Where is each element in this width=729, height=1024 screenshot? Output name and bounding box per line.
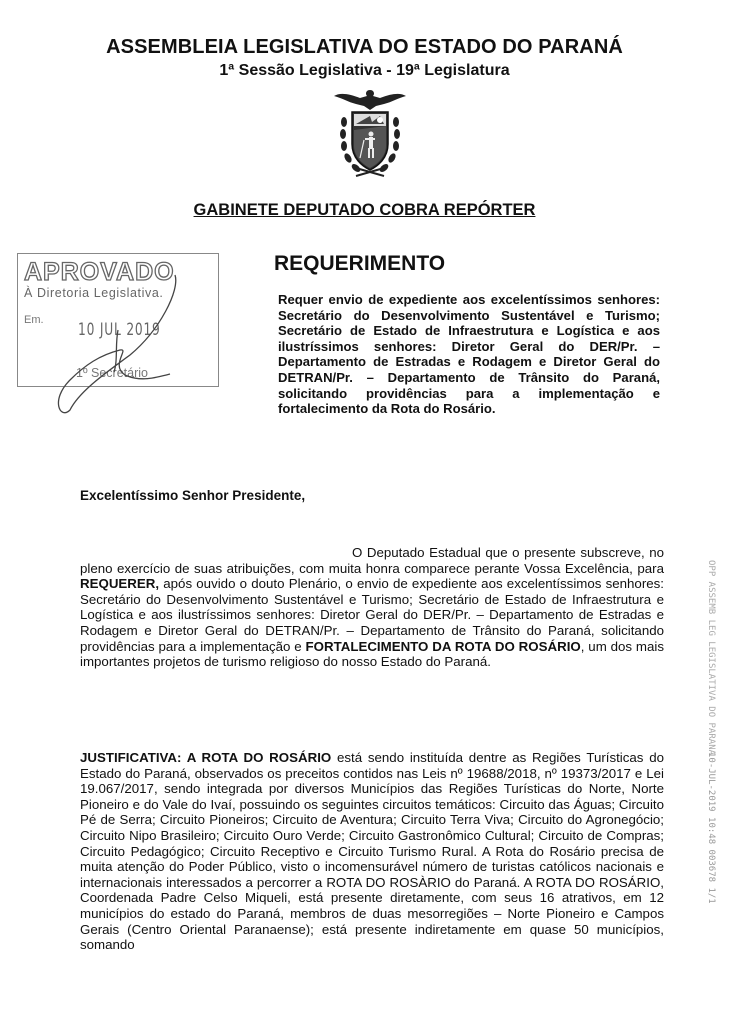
approval-stamp	[17, 253, 219, 387]
salutation: Excelentíssimo Senhor Presidente,	[80, 488, 306, 503]
justification-text: está sendo instituída dentre as Regiões Turísticas do Estado do Paraná, observados os preceitos contidos nas Leis nº 19688/2018, nº 19373/2017 e Lei 19.067/2017, sendo integrada por diversos Municípios das Regiões Turísticas do Norte, Norte Pioneiro e do Vale do Ivaí, possuindo os seguintes circuitos temáticos: Circuito das Águas; Circuito Pé de Serra; Circuito Pioneiros; Circuito de Aventura; Circuito Terra Viva; Circuito do Agronegócio; Circuito Nipo Brasileiro; Circuito Ouro Verde; Circuito Gastronômico Cultural; Circuito de Compras; Circuito Pedagógico; Circuito Receptivo e Circuito Turismo Rural. A Rota do Rosário precisa de muita atenção do Poder Público, visto o incomensurável número de turistas católicos nacionais e internacionais interessados a percorrer a ROTA DO ROSÀRIO do Paraná. A ROTA DO ROSÁRIO, Coordenada Padre Celso Miqueli, está presente diretamente, com seus 16 atrativos, em 12 municípios do estado do Paraná, membros de duas mesorregiões – Norte Pioneiro e Campos Gerais (Centro Oriental Paranaense); está presente indiretamente em quase 50 municípios, somando	[80, 750, 664, 953]
eagle-icon	[334, 90, 406, 110]
request-paragraph	[80, 545, 664, 670]
stamp-signer: 1º Secretário	[76, 366, 148, 380]
stamp-destination: À Diretoria Legislativa.	[24, 286, 164, 300]
request-keyword: REQUERER,	[80, 576, 160, 592]
stamp-em-label: Em.	[24, 314, 44, 326]
stamp-status: APROVADO	[24, 258, 175, 286]
stamp-date: 10 JUL 2019	[78, 320, 161, 340]
justification-paragraph	[80, 750, 664, 953]
assembly-title: ASSEMBLEIA LEGISLATIVA DO ESTADO DO PARANÁ	[106, 36, 623, 58]
office-heading: GABINETE DEPUTADO COBRA REPÓRTER	[193, 201, 536, 219]
ementa-summary: Requer envio de expediente aos excelentíssimos senhores: Secretário do Desenvolvimento Sustentável e Turismo; Secretário de Estado de Infraestrutura e Logística e aos ilustríssimos senhores: Diretor Geral do DER/Pr. – Departamento de Estradas e Rodagem e Diretor Geral do DETRAN/Pr. – Departamento de Trânsito do Paraná, solicitando providências para a implementação e fortalecimento da Rota do Rosário.	[278, 292, 660, 417]
protocol-stamp-line1: OPP ASSEMB LEG LEGISLATIVA DO PARANA	[706, 560, 716, 756]
request-highlight: FORTALECIMENTO DA ROTA DO ROSÁRIO	[305, 638, 581, 654]
protocol-stamp-line2: 10-JUL-2019 10:48 003678 1/1	[706, 752, 716, 904]
request-text-end: , um dos mais importantes projetos de turismo religioso do nosso Estado do Paraná.	[80, 638, 665, 670]
coat-of-arms-emblem	[330, 86, 410, 188]
request-text-cont: após ouvido o douto Plenário, o envio de expediente aos excelentíssimos senhores: Secretário do Desenvolvimento Sustentável e Turismo; Secretário de Estado de Infraestrutura e Logística e aos ilustríssimos senhores: Diretor Geral do DER/Pr. – Departamento de Estradas e Rodagem e Diretor Geral do DETRAN/Pr. – Departamento de Trânsito do Paraná, solicitando providências para a implementação e	[80, 576, 664, 654]
document-type: REQUERIMENTO	[274, 252, 446, 275]
session-subtitle: 1ª Sessão Legislativa - 19ª Legislatura	[219, 62, 510, 79]
justification-heading: JUSTIFICATIVA: A ROTA DO ROSÁRIO	[80, 750, 332, 765]
request-text: O Deputado Estadual que o presente subscreve, no pleno exercício de suas atribuições, com muita honra comparece perante Vossa Excelência, para	[80, 545, 664, 576]
